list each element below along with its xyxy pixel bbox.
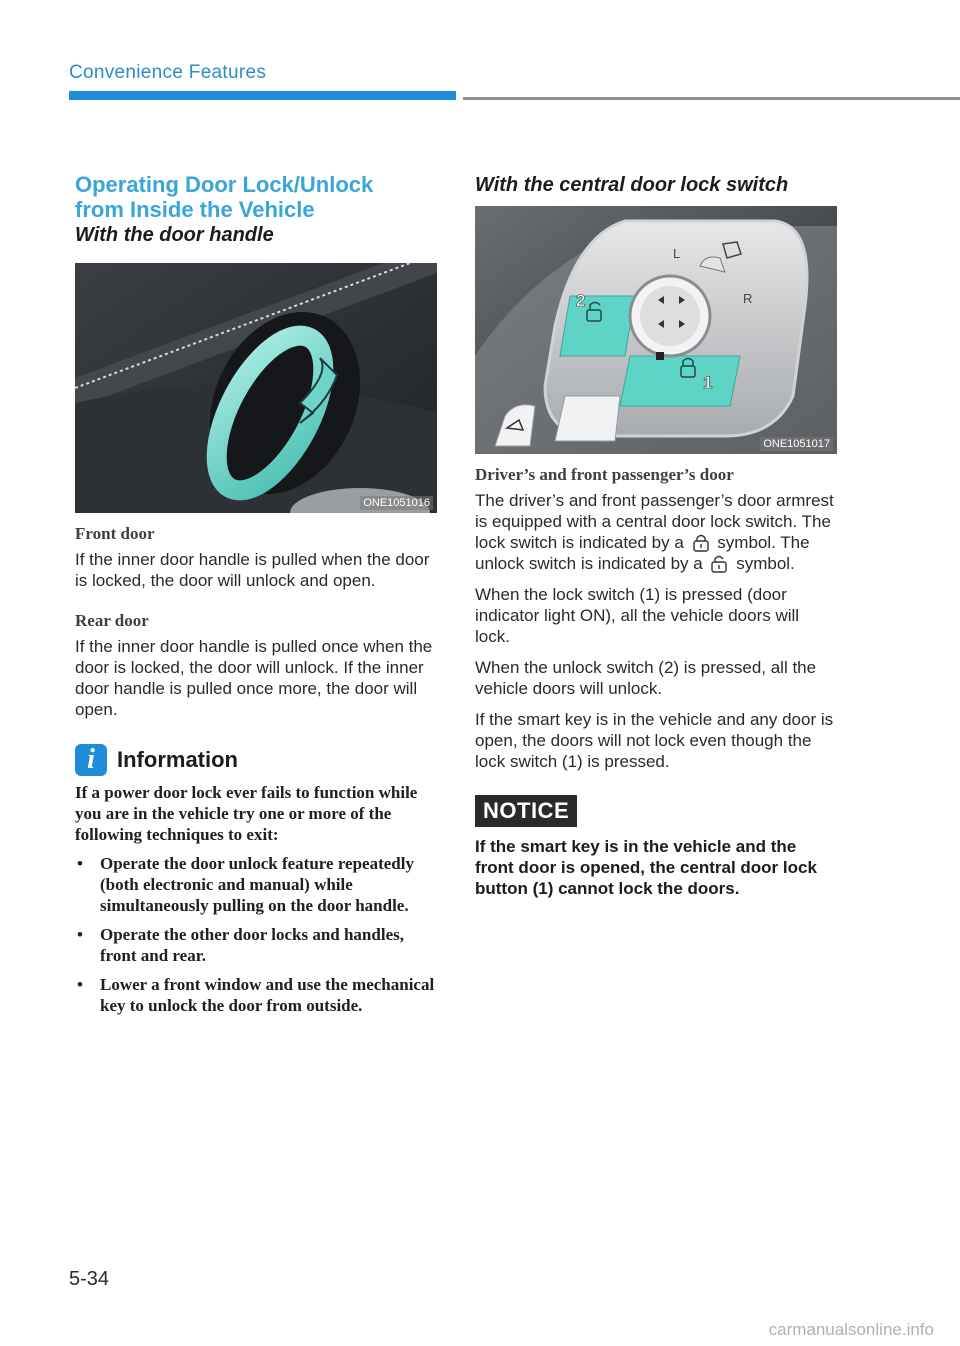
watermark: carmanualsonline.info xyxy=(768,1320,934,1339)
callout-1: 1 xyxy=(703,373,713,392)
section-title-line2: from Inside the Vehicle xyxy=(75,197,315,222)
list-item-text: Operate the door unlock feature repeatedly (both electronic and manual) while simultaneously pulling on the door handle. xyxy=(100,854,414,915)
unlock-switch-text: When the unlock switch (2) is pressed, all the vehicle doors will unlock. xyxy=(475,658,817,698)
list-item xyxy=(75,853,437,916)
central-lock-description xyxy=(475,490,837,574)
rear-door-heading: Rear door xyxy=(75,611,149,630)
central-lock-text-c: symbol. xyxy=(736,554,795,573)
header-section-title: Convenience Features xyxy=(69,62,267,83)
bullet-dot: • xyxy=(77,975,83,994)
list-item-text: Lower a front window and use the mechanical key to unlock the door from outside. xyxy=(100,975,435,1015)
callout-2: 2 xyxy=(576,291,586,310)
information-intro: If a power door lock ever fails to function while you are in the vehicle try one or more of the following techniques to exit: xyxy=(75,783,418,844)
notice-badge: NOTICE xyxy=(475,795,577,827)
front-door-heading: Front door xyxy=(75,524,155,543)
front-door-text: If the inner door handle is pulled when the door is locked, the door will unlock and open. xyxy=(75,550,430,590)
header-rule-accent xyxy=(69,91,456,100)
central-lock-text-b: symbol. The unlock switch is indicated by a xyxy=(475,533,810,573)
unlock-icon xyxy=(709,553,729,573)
information-bullet-list xyxy=(75,853,437,1016)
section-title xyxy=(75,172,437,222)
header-rule-gray xyxy=(463,97,960,100)
unlock-switch xyxy=(560,296,635,356)
right-column xyxy=(475,172,837,899)
info-icon: i xyxy=(75,744,107,776)
information-heading xyxy=(75,744,437,776)
central-lock-text-a: The driver’s and front passenger’s door armrest is equipped with a central door lock switch. The lock switch is indicated by a xyxy=(475,491,834,552)
notice-heading xyxy=(475,795,837,827)
door-handle-subhead: With the door handle xyxy=(75,224,274,246)
lock-switch-text: When the lock switch (1) is pressed (door indicator light ON), all the vehicle doors will lock. xyxy=(475,585,800,646)
bullet-dot: • xyxy=(77,854,83,873)
section-title-line1: Operating Door Lock/Unlock xyxy=(75,172,374,197)
mirror-right-label: R xyxy=(743,291,753,306)
page-number: 5-34 xyxy=(69,1268,110,1290)
lock-icon xyxy=(691,532,711,552)
door-handle-illustration xyxy=(75,263,437,513)
door-handle-photo xyxy=(75,263,437,513)
list-item xyxy=(75,974,437,1016)
bullet-dot: • xyxy=(77,925,83,944)
driver-door-heading: Driver’s and front passenger’s door xyxy=(475,465,734,484)
central-lock-illustration xyxy=(475,206,837,454)
smart-key-text: If the smart key is in the vehicle and any door is open, the doors will not lock even though the lock switch (1) is pressed. xyxy=(475,710,834,771)
information-title: Information xyxy=(117,747,238,772)
photo-code: ONE1051017 xyxy=(760,437,833,451)
lock-switch xyxy=(620,356,740,406)
photo-code: ONE1051016 xyxy=(360,496,433,510)
list-item-text: Operate the other door locks and handles, front and rear. xyxy=(100,925,404,965)
central-lock-subhead: With the central door lock switch xyxy=(475,174,789,196)
rear-door-text: If the inner door handle is pulled once when the door is locked, the door will unlock. If the inner door handle is pulled once more, the door will open. xyxy=(75,637,433,719)
central-lock-photo xyxy=(475,206,837,454)
left-column xyxy=(75,172,437,1016)
mirror-left-label: L xyxy=(673,246,681,261)
list-item xyxy=(75,924,437,966)
notice-text: If the smart key is in the vehicle and the front door is opened, the central door lock button (1) cannot lock the doors. xyxy=(475,837,817,898)
